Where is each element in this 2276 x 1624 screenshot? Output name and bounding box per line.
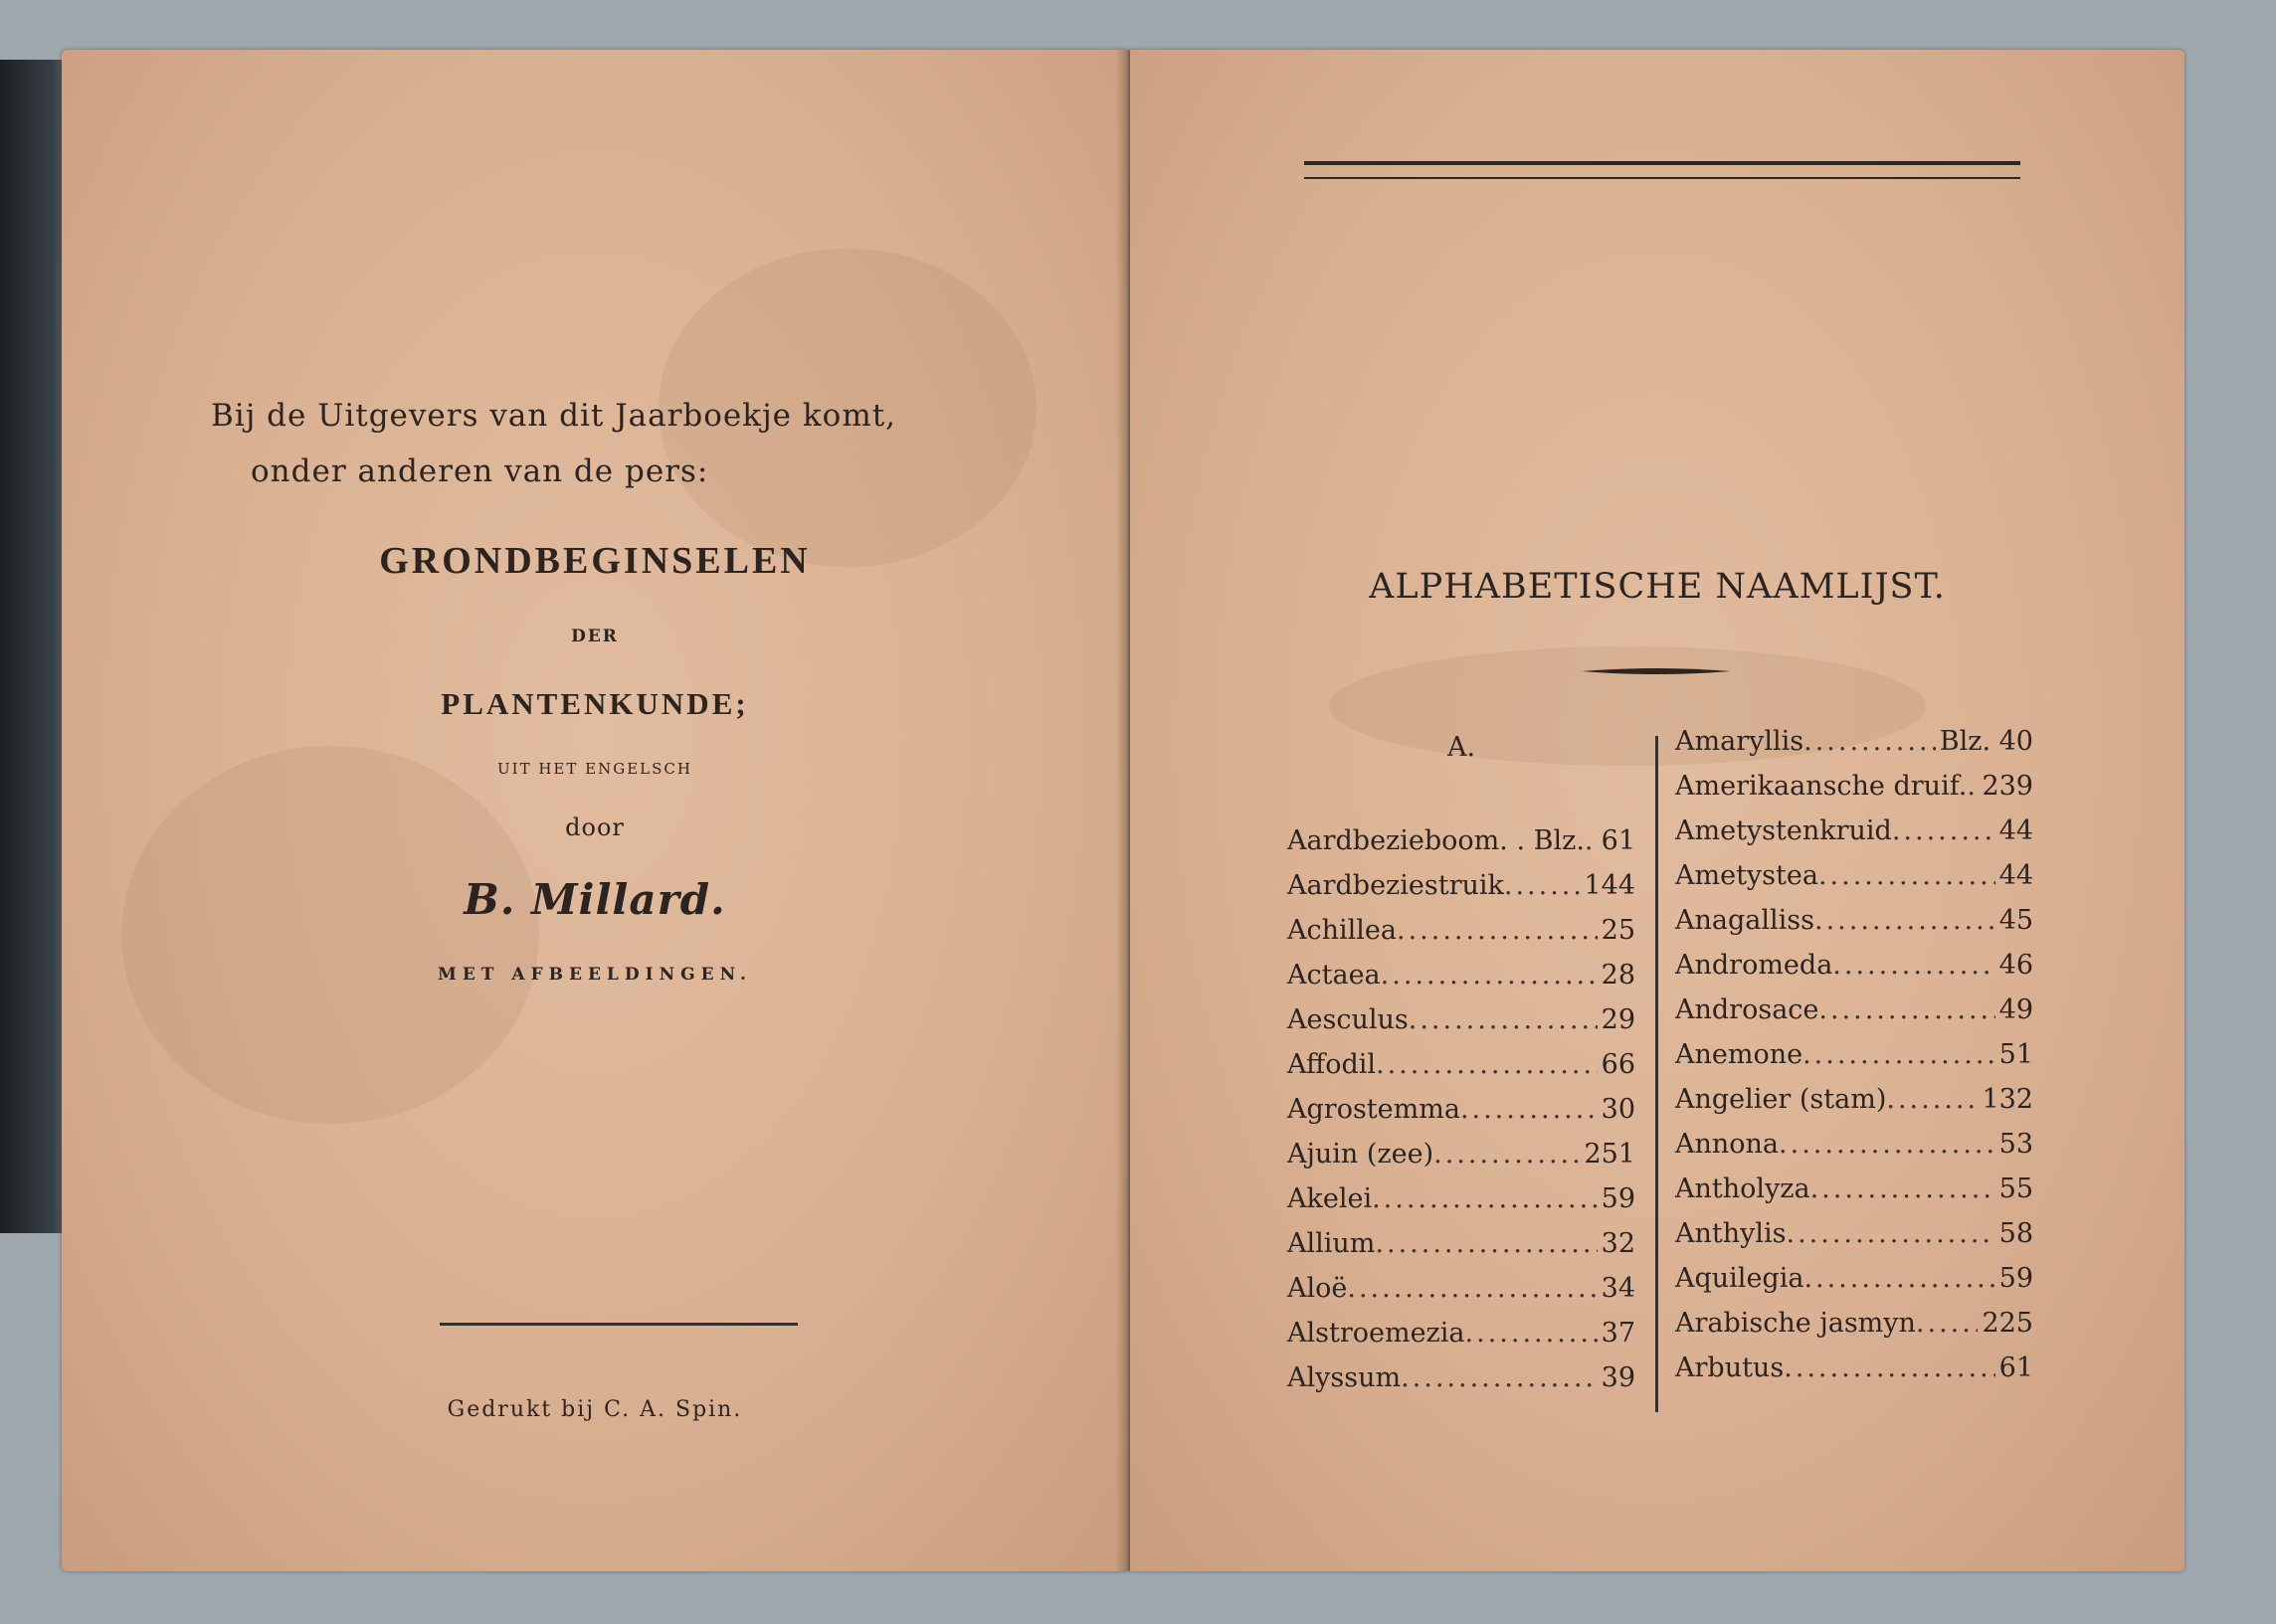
notice-line-2: onder anderen van de pers: <box>251 453 709 489</box>
index-entry <box>1675 950 2033 994</box>
paper-stain <box>121 746 539 1124</box>
entry-name: Alstroemezia <box>1287 1318 1465 1349</box>
index-entry <box>1287 1362 1635 1407</box>
entry-name: Anthylis <box>1675 1218 1787 1249</box>
entry-leader-dots <box>1347 1273 1597 1304</box>
index-entry <box>1287 825 1635 870</box>
index-entry <box>1675 815 2033 860</box>
entry-leader-dots <box>1803 1263 1994 1294</box>
entry-page-number: 132 <box>1982 1084 2033 1115</box>
entry-name: Antholyza <box>1675 1173 1810 1204</box>
entry-leader-dots <box>1784 1353 1994 1383</box>
entry-name: Ametystea <box>1675 860 1818 891</box>
index-entry <box>1287 1273 1635 1318</box>
entry-leader-dots <box>1818 860 1995 891</box>
index-entry <box>1675 994 2033 1039</box>
entry-page-number: 225 <box>1982 1308 2033 1339</box>
entry-page-number: 29 <box>1601 1004 1635 1035</box>
index-entry <box>1675 1263 2033 1308</box>
translation-note: UIT HET ENGELSCH <box>497 760 692 778</box>
entry-leader-dots <box>1967 771 1978 802</box>
entry-name: Aardbezieboom. . Blz. <box>1287 825 1585 856</box>
entry-name: Aquilegia <box>1675 1263 1804 1294</box>
index-entry <box>1675 905 2033 950</box>
entry-name: Allium <box>1287 1228 1376 1259</box>
index-entry <box>1287 1183 1635 1228</box>
index-entry <box>1675 1218 2033 1263</box>
entry-page-number: 32 <box>1601 1228 1635 1259</box>
entry-name: Annona <box>1675 1129 1780 1160</box>
entry-leader-dots <box>1803 726 1936 757</box>
entry-page-number: 28 <box>1601 960 1635 991</box>
entry-page-number: Blz. 40 <box>1939 726 2033 757</box>
entry-name: Ajuin (zee) <box>1287 1139 1434 1170</box>
illustrations-note: MET AFBEELDINGEN. <box>438 965 752 985</box>
entry-page-number: 55 <box>1998 1173 2033 1204</box>
title-connector: DER <box>571 627 619 646</box>
entry-name: Amerikaansche druif. <box>1675 771 1968 802</box>
entry-name: Actaea <box>1287 960 1381 991</box>
entry-page-number: 25 <box>1601 915 1635 946</box>
entry-page-number: 37 <box>1601 1318 1635 1349</box>
entry-leader-dots <box>1397 915 1598 946</box>
printer-line: Gedrukt bij C. A. Spin. <box>447 1397 743 1422</box>
entry-name: Anemone <box>1675 1039 1803 1070</box>
entry-name: Arbutus <box>1675 1353 1785 1383</box>
book-title: GRONDBEGINSELEN <box>379 540 811 582</box>
entry-leader-dots <box>1409 1004 1598 1035</box>
index-entry <box>1287 1228 1635 1273</box>
entry-page-number: 44 <box>1998 860 2033 891</box>
index-entry <box>1675 771 2033 815</box>
entry-leader-dots <box>1779 1129 1995 1160</box>
author-name: B. Millard. <box>464 875 726 924</box>
entry-leader-dots <box>1916 1308 1979 1339</box>
index-entry <box>1287 1049 1635 1094</box>
entry-leader-dots <box>1381 960 1598 991</box>
entry-page-number: 251 <box>1584 1139 1635 1170</box>
entry-name: Alyssum <box>1287 1362 1402 1393</box>
entry-leader-dots <box>1802 1039 1995 1070</box>
entry-leader-dots <box>1585 825 1598 856</box>
index-entry <box>1287 1094 1635 1139</box>
index-column-right <box>1675 726 2033 1397</box>
notice-line-1: Bij de Uitgevers van dit Jaarboekje komt, <box>211 398 897 434</box>
entry-page-number: 49 <box>1998 994 2033 1025</box>
entry-leader-dots <box>1376 1049 1598 1080</box>
entry-page-number: 59 <box>1601 1183 1635 1214</box>
entry-page-number: 44 <box>1998 815 2033 846</box>
entry-name: Aesculus <box>1287 1004 1409 1035</box>
index-entry <box>1675 1353 2033 1397</box>
index-entry <box>1675 860 2033 905</box>
entry-name: Amaryllis <box>1675 726 1804 757</box>
entry-page-number: 61 <box>1601 825 1635 856</box>
book-subject: PLANTENKUNDE; <box>441 686 749 721</box>
section-letter: A. <box>1446 732 1476 763</box>
entry-page-number: 30 <box>1601 1094 1635 1125</box>
ornament-rule-icon <box>1582 666 1731 676</box>
entry-page-number: 34 <box>1601 1273 1635 1304</box>
index-entry <box>1287 1004 1635 1049</box>
index-entry <box>1287 1318 1635 1362</box>
index-entry <box>1675 1039 2033 1084</box>
index-entry <box>1287 960 1635 1004</box>
left-page <box>62 50 1128 1571</box>
entry-page-number: 51 <box>1998 1039 2033 1070</box>
index-entry <box>1675 726 2033 771</box>
column-divider <box>1655 736 1658 1412</box>
entry-leader-dots <box>1433 1139 1580 1170</box>
entry-leader-dots <box>1787 1218 1995 1249</box>
entry-leader-dots <box>1892 815 1995 846</box>
index-entry <box>1287 915 1635 960</box>
entry-leader-dots <box>1886 1084 1978 1115</box>
entry-leader-dots <box>1375 1228 1597 1259</box>
entry-name: Agrostemma <box>1287 1094 1460 1125</box>
entry-name: Angelier (stam) <box>1675 1084 1887 1115</box>
entry-name: Anagalliss <box>1675 905 1814 936</box>
entry-name: Arabische jasmyn <box>1675 1308 1916 1339</box>
entry-leader-dots <box>1465 1318 1598 1349</box>
header-double-rule <box>1304 161 2020 179</box>
index-column-left <box>1287 726 1635 1407</box>
entry-page-number: 46 <box>1998 950 2033 981</box>
entry-name: Ametystenkruid <box>1675 815 1892 846</box>
entry-page-number: 66 <box>1601 1049 1635 1080</box>
entry-page-number: 61 <box>1998 1353 2033 1383</box>
publisher-notice <box>211 388 1046 499</box>
entry-page-number: 39 <box>1601 1362 1635 1393</box>
by-label: door <box>565 813 625 841</box>
index-entry <box>1287 1139 1635 1183</box>
entry-leader-dots <box>1504 870 1581 901</box>
entry-page-number: 53 <box>1998 1129 2033 1160</box>
index-entry <box>1675 1308 2033 1353</box>
entry-page-number: 58 <box>1998 1218 2033 1249</box>
index-entry <box>1287 870 1635 915</box>
entry-page-number: 239 <box>1982 771 2033 802</box>
index-entry <box>1675 1173 2033 1218</box>
right-page <box>1130 50 2184 1571</box>
entry-name: Androsace <box>1675 994 1819 1025</box>
printer-rule <box>440 1323 798 1326</box>
entry-page-number: 144 <box>1584 870 1635 901</box>
entry-leader-dots <box>1818 994 1994 1025</box>
entry-leader-dots <box>1810 1173 1995 1204</box>
entry-leader-dots <box>1814 905 1995 936</box>
entry-name: Akelei <box>1287 1183 1373 1214</box>
index-title: ALPHABETISCHE NAAMLIJST. <box>1369 567 1946 607</box>
entry-leader-dots <box>1460 1094 1598 1125</box>
entry-leader-dots <box>1401 1362 1598 1393</box>
entry-page-number: 59 <box>1998 1263 2033 1294</box>
entry-name: Achillea <box>1287 915 1397 946</box>
entry-name: Affodil <box>1287 1049 1377 1080</box>
entry-name: Aloë <box>1287 1273 1348 1304</box>
entry-page-number: 45 <box>1998 905 2033 936</box>
entry-leader-dots <box>1832 950 1994 981</box>
entry-name: Andromeda <box>1675 950 1833 981</box>
index-entry <box>1675 1084 2033 1129</box>
index-entry <box>1675 1129 2033 1173</box>
entry-name: Aardbeziestruik <box>1287 870 1504 901</box>
entry-leader-dots <box>1372 1183 1598 1214</box>
